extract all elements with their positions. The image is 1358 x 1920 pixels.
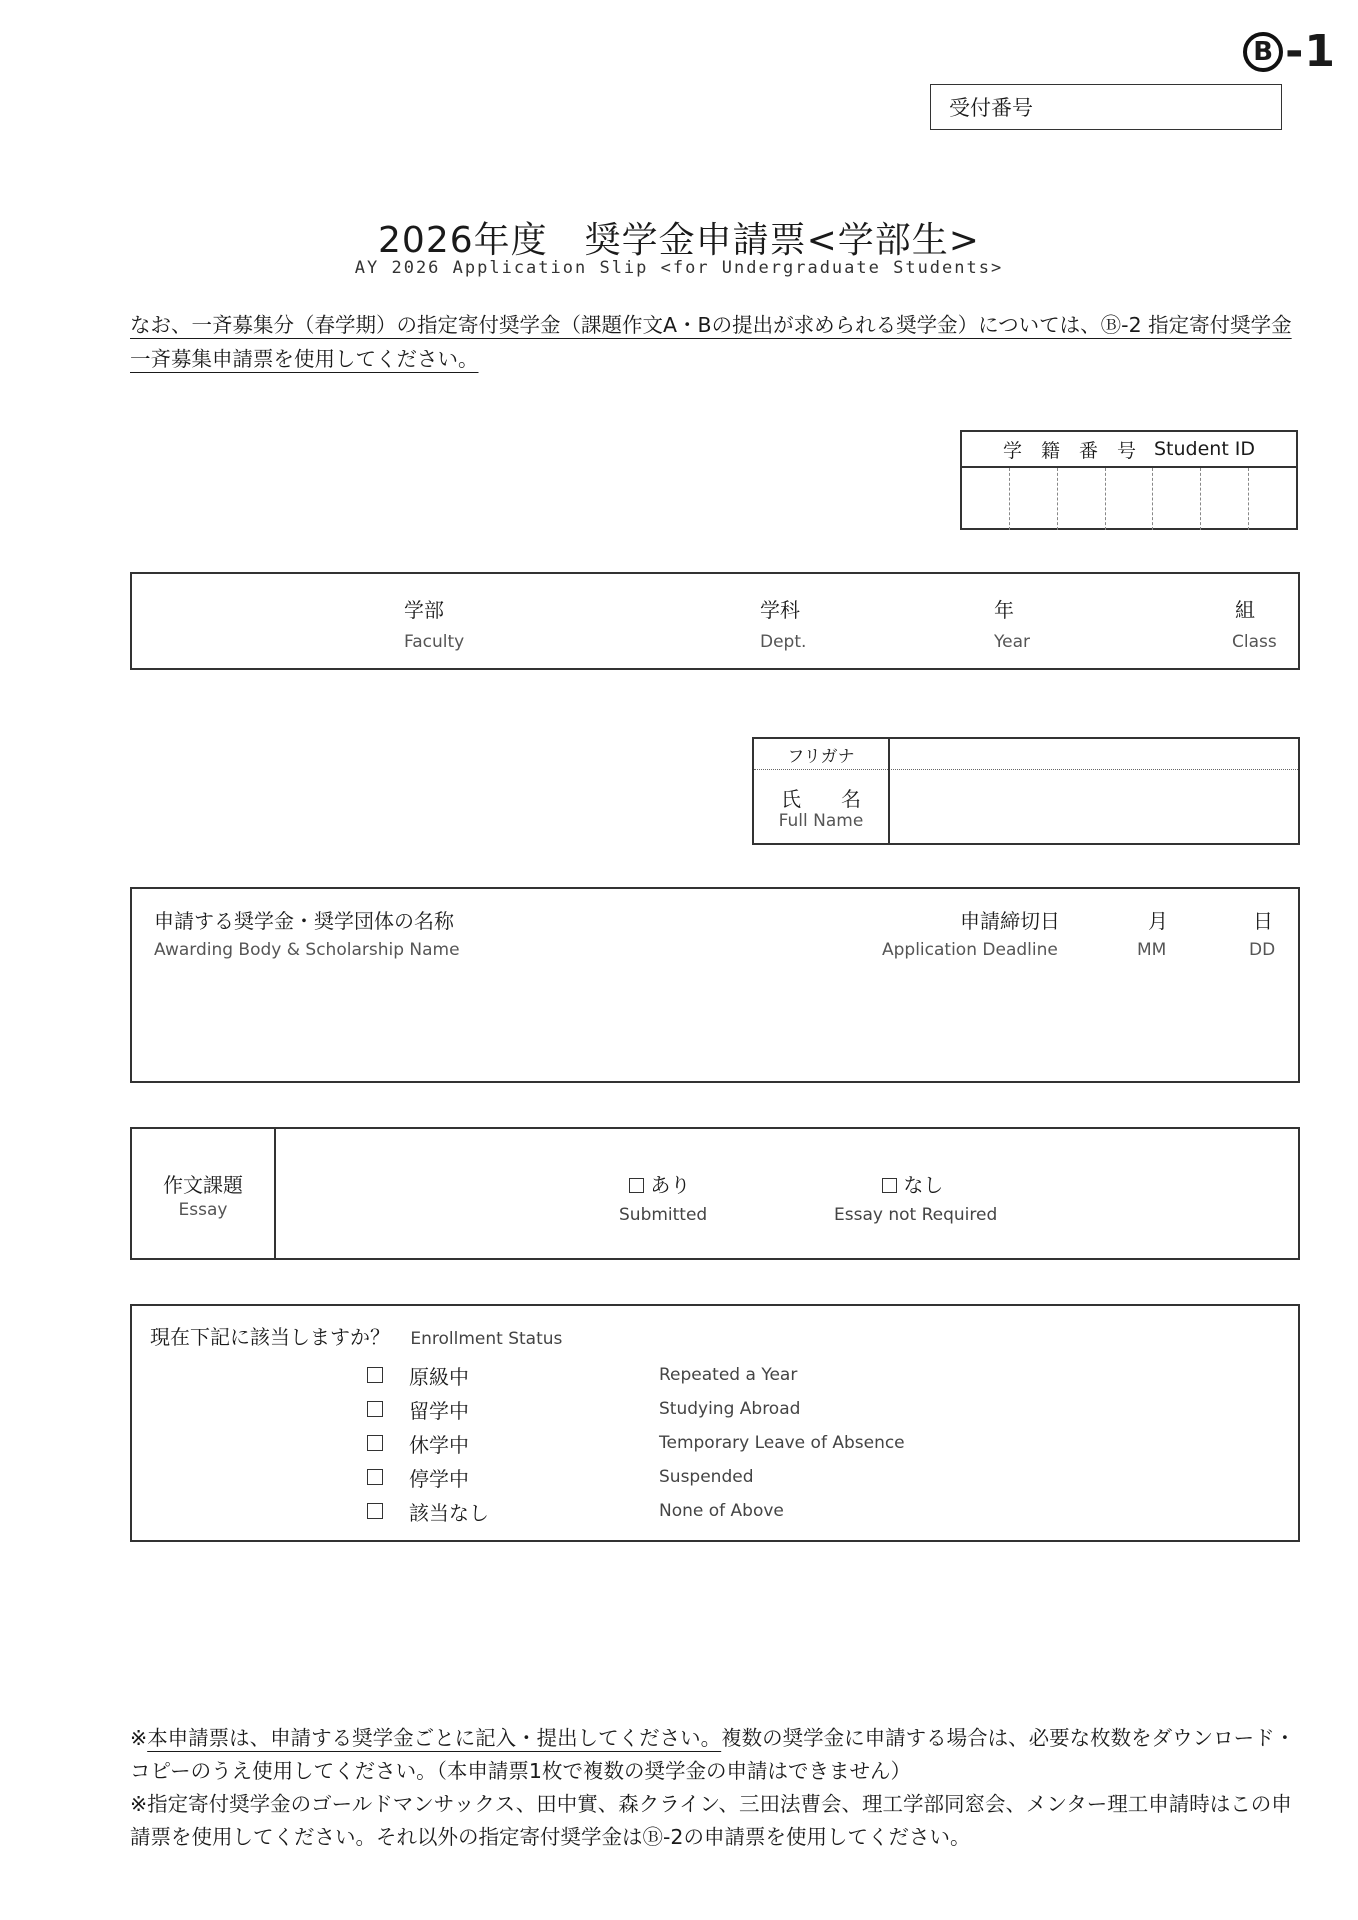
full-name-input[interactable]: [890, 771, 1298, 843]
faculty-label-en: Faculty: [404, 632, 465, 652]
month-label-ja: 月: [1148, 909, 1168, 933]
enrollment-option-en: None of Above: [659, 1501, 784, 1521]
enrollment-option-en: Temporary Leave of Absence: [659, 1433, 905, 1453]
enrollment-status-box: [130, 1304, 1300, 1542]
footer-note-2: ※指定寄付奨学金のゴールドマンサックス、田中實、森クライン、三田法曹会、理工学部同窓会、メンター理工申請時はこの申請票を使用してください。それ以外の指定寄付奨学金はⒷ-2の申請票を使用してください。: [130, 1792, 1292, 1849]
footer-note-1-underlined: 本申請票は、申請する奨学金ごとに記入・提出してください。: [147, 1726, 722, 1750]
student-id-digit-cell[interactable]: [1153, 468, 1201, 530]
page-title: 2026年度 奨学金申請票<学部生>: [378, 220, 980, 261]
student-id-digit-cell[interactable]: [1058, 468, 1106, 530]
form-code-number: -1: [1285, 26, 1336, 77]
name-label-en: Full Name: [778, 811, 864, 831]
name-label-column: [754, 739, 890, 843]
enrollment-option-en: Repeated a Year: [659, 1365, 798, 1385]
enrollment-option[interactable]: [367, 1394, 801, 1424]
student-id-digit-cell[interactable]: [1249, 468, 1296, 530]
essay-option-submitted-en: Submitted: [619, 1205, 708, 1225]
student-id-label-en: Student ID: [1153, 438, 1256, 460]
furigana-input[interactable]: [890, 739, 1298, 769]
form-code-circle-b: B: [1243, 32, 1283, 72]
month-label-en: MM: [1137, 940, 1167, 960]
footer-note-1-rest: 複数の奨学金に申請する場合は、必要な枚数をダウンロード・コピーのうえ使用してください。（本申請票1枚で複数の奨学金の申請はできません）: [130, 1726, 1296, 1783]
essay-label-ja: 作文課題: [163, 1173, 243, 1197]
student-id-cells: [962, 468, 1296, 530]
checkbox[interactable]: [367, 1401, 383, 1417]
enrollment-option-en: Studying Abroad: [659, 1399, 801, 1419]
day-label-en: DD: [1249, 940, 1276, 960]
deadline-label-en: Application Deadline: [882, 940, 1058, 960]
checkbox[interactable]: [367, 1503, 383, 1519]
essay-option-not-required[interactable]: [882, 1169, 943, 1198]
receipt-number-field[interactable]: [930, 84, 1282, 130]
enrollment-option-ja: 該当なし: [409, 1500, 489, 1525]
enrollment-option-ja: 休学中: [409, 1432, 469, 1457]
notice-text: [130, 308, 1300, 376]
checkbox[interactable]: [367, 1435, 383, 1451]
essay-option-not-required-ja: なし: [903, 1173, 944, 1197]
student-id-digit-cell[interactable]: [1106, 468, 1154, 530]
student-id-label-ja: 学 籍 番 号: [1002, 439, 1136, 462]
deadline-label-ja: 申請締切日: [960, 909, 1060, 933]
enrollment-question: [150, 1321, 562, 1350]
enrollment-option-ja: 留学中: [409, 1398, 469, 1423]
enrollment-option[interactable]: [367, 1428, 905, 1458]
enrollment-option[interactable]: [367, 1462, 754, 1492]
dept-label-en: Dept.: [760, 632, 807, 652]
scholarship-name-label-ja: 申請する奨学金・奨学団体の名称: [154, 909, 454, 933]
enrollment-option-ja: 停学中: [409, 1466, 469, 1491]
checkbox[interactable]: [367, 1469, 383, 1485]
enrollment-option-ja: 原級中: [409, 1364, 469, 1389]
scholarship-name-label-en: Awarding Body & Scholarship Name: [154, 940, 460, 960]
name-label-ja: 氏 名: [781, 787, 861, 811]
name-box: [752, 737, 1300, 845]
enrollment-option-en: Suspended: [659, 1467, 754, 1487]
notice-underlined: なお、一斉募集分（春学期）の指定寄付奨学金（課題作文A・Bの提出が求められる奨学金）については、Ⓑ-2 指定寄付奨学金一斉募集申請票を使用してください。: [130, 313, 1292, 371]
dept-label-ja: 学科: [760, 598, 800, 622]
checkbox[interactable]: [367, 1367, 383, 1383]
enrollment-question-ja: 現在下記に該当しますか？: [150, 1325, 390, 1349]
essay-option-submitted-ja: あり: [650, 1173, 691, 1197]
essay-box: [130, 1127, 1300, 1260]
essay-option-not-required-en: Essay not Required: [834, 1205, 998, 1225]
student-id-header: [962, 432, 1296, 468]
student-id-digit-cell[interactable]: [962, 468, 1010, 530]
affiliation-box[interactable]: [130, 572, 1300, 670]
footer-note-1: [130, 1722, 1310, 1788]
receipt-number-label: 受付番号: [949, 96, 1033, 120]
year-label-en: Year: [994, 632, 1030, 652]
day-label-ja: 日: [1253, 909, 1273, 933]
checkbox[interactable]: [629, 1178, 644, 1193]
enrollment-option[interactable]: [367, 1496, 784, 1526]
student-id-digit-cell[interactable]: [1201, 468, 1249, 530]
essay-label-column: [132, 1129, 276, 1258]
class-label-ja: 組: [1235, 598, 1255, 622]
enrollment-question-en: Enrollment Status: [410, 1329, 563, 1349]
student-id-box: [960, 430, 1298, 530]
form-code: [1243, 26, 1336, 77]
enrollment-option[interactable]: [367, 1360, 798, 1390]
class-label-en: Class: [1232, 632, 1277, 652]
scholarship-box[interactable]: [130, 887, 1300, 1083]
checkbox[interactable]: [882, 1178, 897, 1193]
furigana-label: フリガナ: [787, 747, 855, 767]
essay-option-submitted[interactable]: [629, 1169, 690, 1198]
faculty-label-ja: 学部: [404, 598, 444, 622]
essay-label-en: Essay: [178, 1200, 228, 1220]
student-id-digit-cell[interactable]: [1010, 468, 1058, 530]
footer-note-1-mark: ※: [130, 1726, 148, 1750]
page-subtitle: AY 2026 Application Slip <for Undergraduate Students>: [354, 258, 1004, 278]
year-label-ja: 年: [994, 598, 1014, 622]
